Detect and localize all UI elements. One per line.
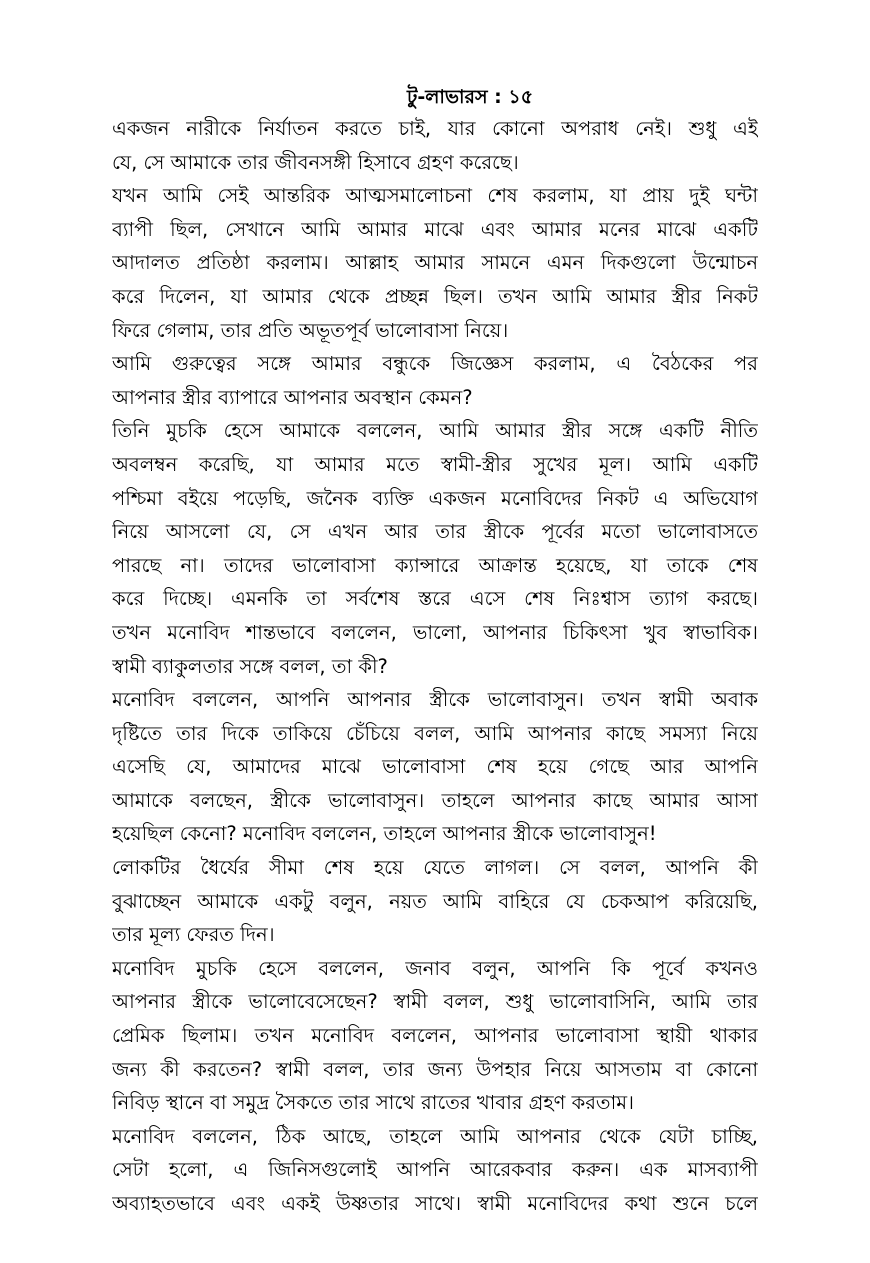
text-line: তার মূল্য ফেরত দিন। [112, 923, 275, 947]
text-line: আপনার স্ত্রীর ব্যাপারে আপনার অবস্থান কেমন? [112, 385, 473, 409]
text-line: আমাকে বলছেন, স্ত্রীকে ভালোবাসুন। তাহলে আপনার কাছে আমার আসা [112, 788, 758, 812]
text-line: যখন আমি সেই আন্তরিক আত্মসমালোচনা শেষ করলাম, যা প্রায় দুই ঘন্টা [112, 184, 758, 208]
text-line: হয়েছিল কেনো? মনোবিদ বললেন, তাহলে আপনার স্ত্রীকে ভালোবাসুন! [112, 822, 657, 846]
text-line: সেটা হলো, এ জিনিসগুলোই আপনি আরেকবার করুন। এক মাসব্যাপী [112, 1158, 758, 1182]
text-line: যে, সে আমাকে তার জীবনসঙ্গী হিসাবে গ্রহণ করেছে। [112, 150, 519, 174]
paragraph [112, 347, 758, 414]
text-line: জন্য কী করতেন? স্বামী বলল, তার জন্য উপহার নিয়ে আসতাম বা কোনো [112, 1057, 758, 1081]
paragraph [112, 112, 758, 179]
text-line: মনোবিদ মুচকি হেসে বললেন, জনাব বলুন, আপনি কি পূর্বে কখনও [112, 956, 758, 980]
text-line: একজন নারীকে নির্যাতন করতে চাই, যার কোনো অপরাধ নেই। শুধু এই [112, 117, 758, 140]
book-page [112, 82, 758, 1221]
text-line: আপনার স্ত্রীকে ভালোবেসেছেন? স্বামী বলল, শুধু ভালোবাসিনি, আমি তার [112, 990, 758, 1014]
text-line: দৃষ্টিতে তার দিকে তাকিয়ে চেঁচিয়ে বলল, আমি আপনার কাছে সমস্যা নিয়ে [112, 721, 758, 745]
paragraph [112, 414, 758, 683]
text-line: এসেছি যে, আমাদের মাঝে ভালোবাসা শেষ হয়ে গেছে আর আপনি [112, 755, 758, 779]
text-line: মনোবিদ বললেন, ঠিক আছে, তাহলে আমি আপনার থেকে যেটা চাচ্ছি, [112, 1124, 758, 1148]
text-line: অব্যাহতভাবে এবং একই উষ্ণতার সাথে। স্বামী মনোবিদের কথা শুনে চলে [112, 1192, 758, 1215]
text-line: আদালত প্রতিষ্ঠা করলাম। আল্লাহ আমার সামনে এমন দিকগুলো উন্মোচন [112, 251, 758, 275]
text-line: প্রেমিক ছিলাম। তখন মনোবিদ বললেন, আপনার ভালোবাসা স্থায়ী থাকার [112, 1024, 758, 1048]
text-line: আমি গুরুত্বের সঙ্গে আমার বন্ধুকে জিজ্ঞেস করলাম, এ বৈঠকের পর [112, 352, 758, 376]
text-line: ব্যাপী ছিল, সেখানে আমি আমার মাঝে এবং আমার মনের মাঝে একটি [112, 217, 758, 241]
text-line: ফিরে গেলাম, তার প্রতি অভূতপূর্ব ভালোবাসা নিয়ে। [112, 318, 509, 342]
text-line: বুঝাচ্ছেন আমাকে একটু বলুন, নয়ত আমি বাহিরে যে চেকআপ করিয়েছি, [112, 889, 758, 913]
text-line: লোকটির ধৈর্যের সীমা শেষ হয়ে যেতে লাগল। সে বলল, আপনি কী [112, 856, 758, 880]
text-line: পারছে না। তাদের ভালোবাসা ক্যান্সারে আক্রান্ত হয়েছে, যা তাকে শেষ [112, 553, 758, 577]
text-line: তিনি মুচকি হেসে আমাকে বললেন, আমি আমার স্ত্রীর সঙ্গে একটি নীতি [112, 419, 758, 443]
text-line: নিয়ে আসলো যে, সে এখন আর তার স্ত্রীকে পূর্বের মতো ভালোবাসতে [112, 520, 758, 544]
paragraph [112, 1120, 758, 1221]
text-line: মনোবিদ বললেন, আপনি আপনার স্ত্রীকে ভালোবাসুন। তখন স্বামী অবাক [112, 688, 758, 712]
paragraph [112, 952, 758, 1120]
text-line: করে দিলেন, যা আমার থেকে প্রচ্ছন্ন ছিল। তখন আমি আমার স্ত্রীর নিকট [112, 284, 758, 308]
text-line: স্বামী ব্যাকুলতার সঙ্গে বলল, তা কী? [112, 654, 388, 678]
running-header: টু-লাভারস : ১৫ [406, 86, 534, 108]
paragraph [112, 179, 758, 347]
text-line: করে দিচ্ছে। এমনকি তা সর্বশেষ স্তরে এসে শেষ নিঃশ্বাস ত্যাগ করছে। [112, 587, 758, 611]
text-line: অবলম্বন করেছি, যা আমার মতে স্বামী-স্ত্রীর সুখের মূল। আমি একটি [112, 452, 758, 476]
text-line: নিবিড় স্থানে বা সমুদ্র সৈকতে তার সাথে রাতের খাবার গ্রহণ করতাম। [112, 1091, 635, 1115]
paragraph [112, 851, 758, 952]
paragraph [112, 683, 758, 851]
text-line: পশ্চিমা বইয়ে পড়েছি, জনৈক ব্যক্তি একজন মনোবিদের নিকট এ অভিযোগ [112, 486, 758, 510]
body-text [112, 112, 758, 1221]
text-line: তখন মনোবিদ শান্তভাবে বললেন, ভালো, আপনার চিকিৎসা খুব স্বাভাবিক। [112, 620, 758, 644]
